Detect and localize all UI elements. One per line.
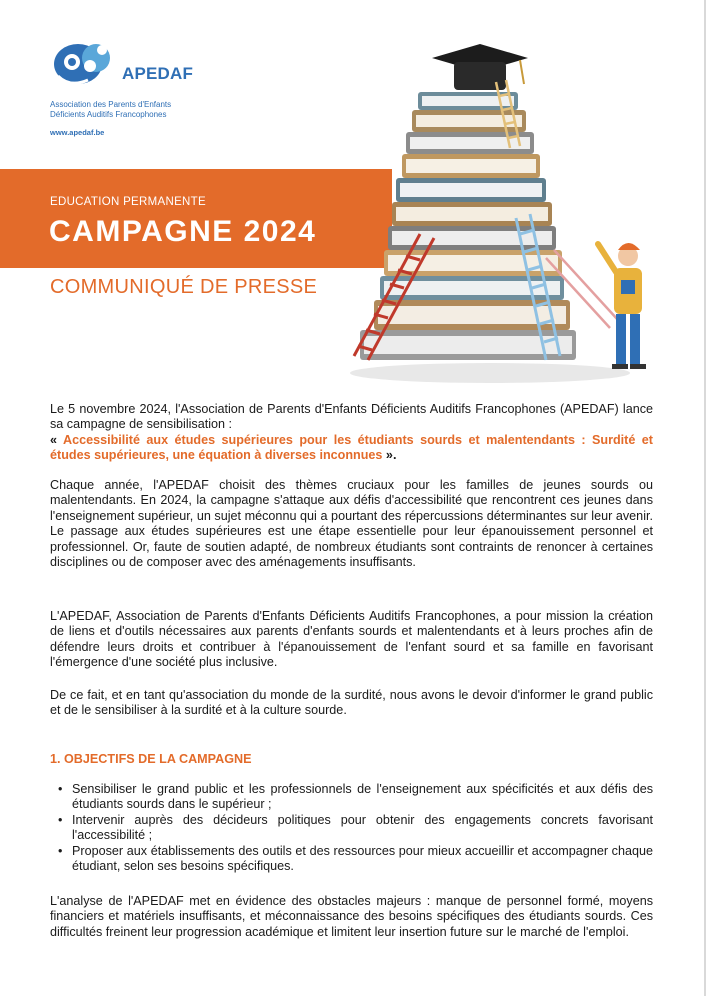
quote-close: ».	[382, 448, 397, 463]
logo-mark-icon	[50, 36, 130, 92]
page-title: CAMPAGNE 2024	[49, 215, 317, 248]
list-item	[54, 844, 653, 875]
list-item	[54, 813, 653, 844]
header-kicker: EDUCATION PERMANENTE	[50, 196, 206, 208]
page-subtitle: COMMUNIQUÉ DE PRESSE	[50, 276, 318, 298]
campaign-highlight: Accessibilité aux études supérieures pour les étudiants sourds et malentendants : Surdité et études supérieures, une équation à diverses inconnues	[50, 432, 653, 463]
list-item-text: Proposer aux établissements des outils et des ressources pour mieux accueillir et accompagner chaque étudiant, selon ses besoins spécifiques.	[72, 843, 653, 874]
paragraph-2: L'APEDAF, Association de Parents d'Enfants Déficients Auditifs Francophones, a pour mission la création de liens et d'outils nécessaires aux parents d'enfants sourds et malentendants et à leurs proches afin de défendre leurs droits et contribuer à l'épanouissement de l'enfant sourd et sa famille en favorisant l'émergence d'une société plus inclusive.	[50, 609, 653, 670]
logo-url: www.apedaf.be	[50, 128, 105, 137]
intro-paragraph	[50, 402, 653, 464]
bullet-icon: •	[58, 782, 63, 796]
section-objectives-title: 1. OBJECTIFS DE LA CAMPAGNE	[50, 752, 252, 766]
books-stack-icon	[360, 92, 576, 360]
list-item-text: Intervenir auprès des décideurs politiques pour obtenir des engagements concrets favorisant l'accessibilité ;	[72, 812, 653, 843]
bullet-icon: •	[58, 843, 63, 858]
quote-open: «	[50, 432, 63, 447]
objectives-list	[54, 782, 653, 874]
paragraph-1: Chaque année, l'APEDAF choisit des thèmes cruciaux pour les familles de jeunes sourds ou malentendants. En 2024, la campagne s'attaque aux défis d'accessibilité que rencontrent ces jeunes dans l'enseignement supérieur, un sujet méconnu qui a pourtant des répercussions déterminantes sur leur avenir. Le passage aux études supérieures est une étape essentielle pour leur épanouissement personnel et professionnel. Or, faute de soutien adapté, de nombreux étudiants sont contraints de renoncer à certaines disciplines ou de composer avec des aménagements insuffisants.	[50, 478, 653, 570]
bullet-icon: •	[58, 812, 63, 827]
logo-name: APEDAF	[122, 64, 194, 83]
logo-subtitle	[50, 100, 200, 120]
list-item	[54, 782, 653, 813]
graduation-cap-icon	[432, 44, 528, 90]
logo-subtitle-line2: Déficients Auditifs Francophones	[50, 110, 167, 119]
logo-subtitle-line1: Association des Parents d'Enfants	[50, 100, 172, 109]
list-item-text: Sensibiliser le grand public et les professionnels de l'enseignement aux spécificités et aux défis des étudiants sourds dans le supérieur ;	[72, 782, 653, 812]
paragraph-4: L'analyse de l'APEDAF met en évidence des obstacles majeurs : manque de personnel formé, moyens financiers et matériels insuffisants, et méconnaissance des besoins spécifiques des étudiants sourds. Ces difficultés freinent leur progression académique et limitent leur insertion future sur le marché de l'emploi.	[50, 894, 653, 939]
apedaf-logo	[50, 36, 200, 146]
intro-text: Le 5 novembre 2024, l'Association de Parents d'Enfants Déficients Auditifs Francophones (APEDAF) lance sa campagne de sensibilisation :	[50, 402, 653, 432]
books-ladder-illustration	[340, 38, 670, 390]
paragraph-3: De ce fait, et en tant qu'association du monde de la surdité, nous avons le devoir d'informer le grand public et de le sensibiliser à la surdité et à la culture sourde.	[50, 688, 653, 718]
